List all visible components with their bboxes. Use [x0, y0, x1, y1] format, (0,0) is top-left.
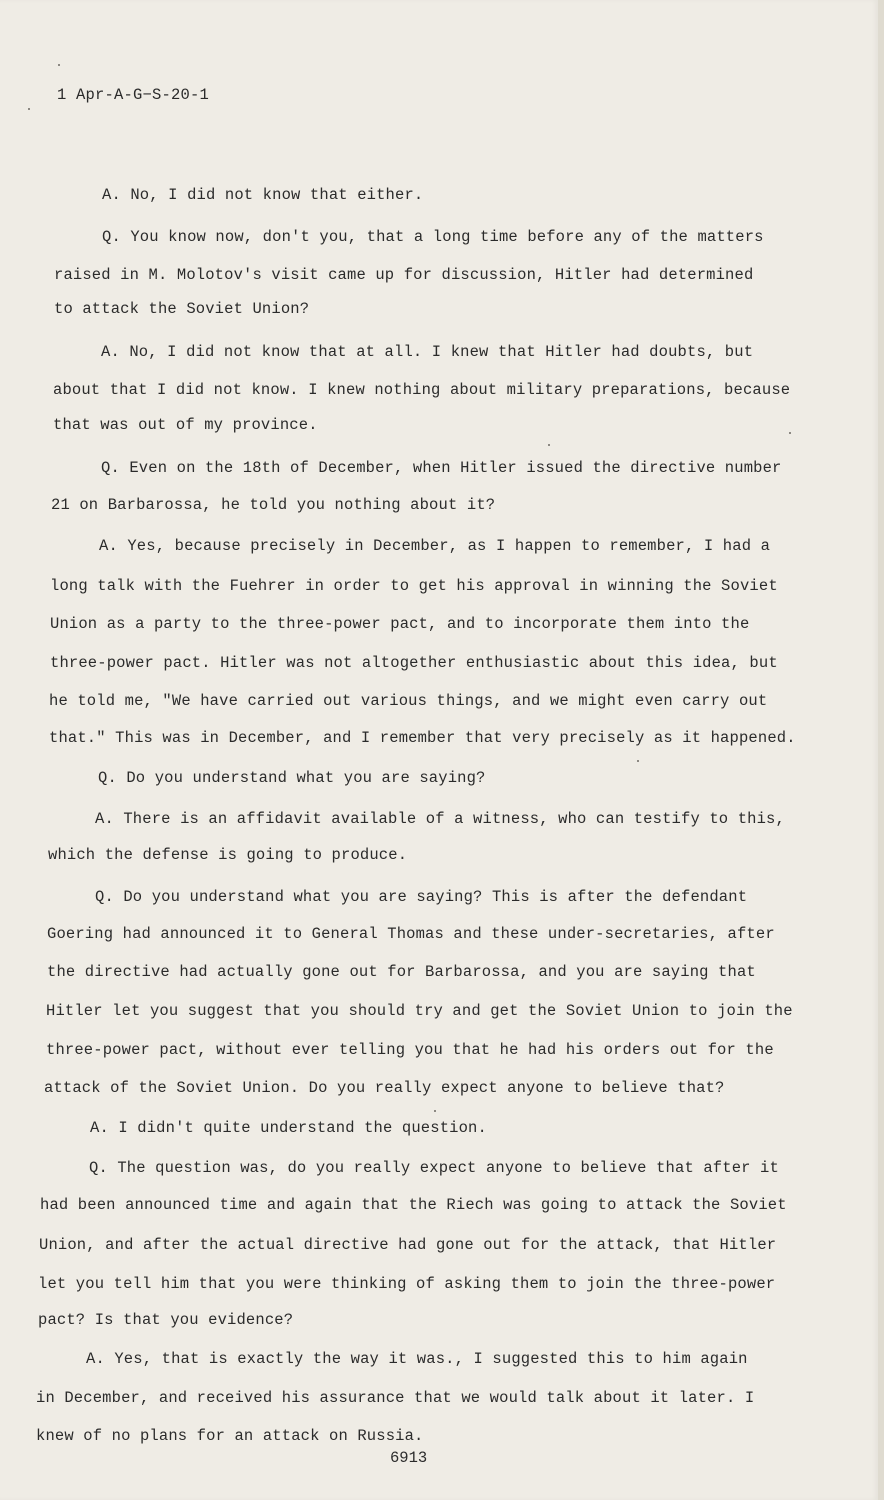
transcript-line: the directive had actually gone out for Barbarossa, and you are saying that [47, 963, 756, 981]
transcript-line: A. No, I did not know that either. [102, 186, 424, 204]
transcript-line: 21 on Barbarossa, he told you nothing about it? [51, 496, 496, 514]
transcript-line: A. There is an affidavit available of a witness, who can testify to this, [95, 810, 785, 828]
transcript-line: Union, and after the actual directive had gone out for the attack, that Hitler [39, 1236, 777, 1254]
transcript-line: which the defense is going to produce. [48, 846, 408, 864]
paper-speck [637, 760, 639, 762]
transcript-line: that." This was in December, and I remember that very precisely as it happened. [49, 729, 796, 747]
transcript-line: long talk with the Fuehrer in order to get his approval in winning the Soviet [50, 577, 778, 595]
transcript-line: raised in M. Molotov's visit came up for discussion, Hitler had determined [54, 266, 754, 284]
transcript-line: three-power pact, without ever telling you that he had his orders out for the [46, 1041, 774, 1059]
transcript-line: let you tell him that you were thinking of asking them to join the three-power [38, 1275, 776, 1293]
transcript-line: three-power pact. Hitler was not altogether enthusiastic about this idea, but [50, 654, 778, 672]
transcript-line: Q. Do you understand what you are saying? [98, 769, 486, 787]
transcript-line: Union as a party to the three-power pact, and to incorporate them into the [50, 615, 750, 633]
transcript-line: about that I did not know. I knew nothing about military preparations, because [53, 381, 791, 399]
transcript-line: in December, and received his assurance that we would talk about it later. I [36, 1389, 755, 1407]
transcript-line: attack of the Soviet Union. Do you really expect anyone to believe that? [44, 1079, 725, 1097]
paper-speck [548, 444, 550, 446]
transcript-line: A. Yes, because precisely in December, as I happen to remember, I had a [99, 537, 771, 555]
paper-speck [28, 108, 30, 110]
document-reference-code: 1 Apr-A-G−S-20-1 [57, 86, 210, 104]
transcript-line: had been announced time and again that the Riech was going to attack the Soviet [40, 1196, 787, 1214]
transcript-line: Q. You know now, don't you, that a long time before any of the matters [102, 228, 764, 246]
page-edge [878, 0, 884, 1500]
transcript-line: Hitler let you suggest that you should try and get the Soviet Union to join the [46, 1002, 793, 1020]
transcript-line: to attack the Soviet Union? [54, 300, 310, 318]
transcript-line: knew of no plans for an attack on Russia. [36, 1427, 424, 1445]
transcript-line: pact? Is that you evidence? [38, 1311, 294, 1329]
transcript-line: Q. Do you understand what you are saying? This is after the defendant [95, 888, 748, 906]
transcript-line: A. Yes, that is exactly the way it was., I suggested this to him again [86, 1350, 748, 1368]
paper-speck [434, 1110, 436, 1112]
transcript-line: that was out of my province. [53, 416, 318, 434]
transcript-line: Q. Even on the 18th of December, when Hitler issued the directive number [101, 459, 782, 477]
transcript-line: he told me, "We have carried out various things, and we might even carry out [49, 692, 768, 710]
paper-speck [58, 64, 60, 66]
transcript-line: A. No, I did not know that at all. I knew that Hitler had doubts, but [101, 343, 754, 361]
page-number: 6913 [390, 1449, 428, 1467]
transcript-line: A. I didn't quite understand the question. [90, 1119, 487, 1137]
transcript-line: Q. The question was, do you really expect anyone to believe that after it [89, 1159, 779, 1177]
paper-speck [789, 432, 791, 434]
transcript-line: Goering had announced it to General Thomas and these under-secretaries, after [47, 925, 775, 943]
